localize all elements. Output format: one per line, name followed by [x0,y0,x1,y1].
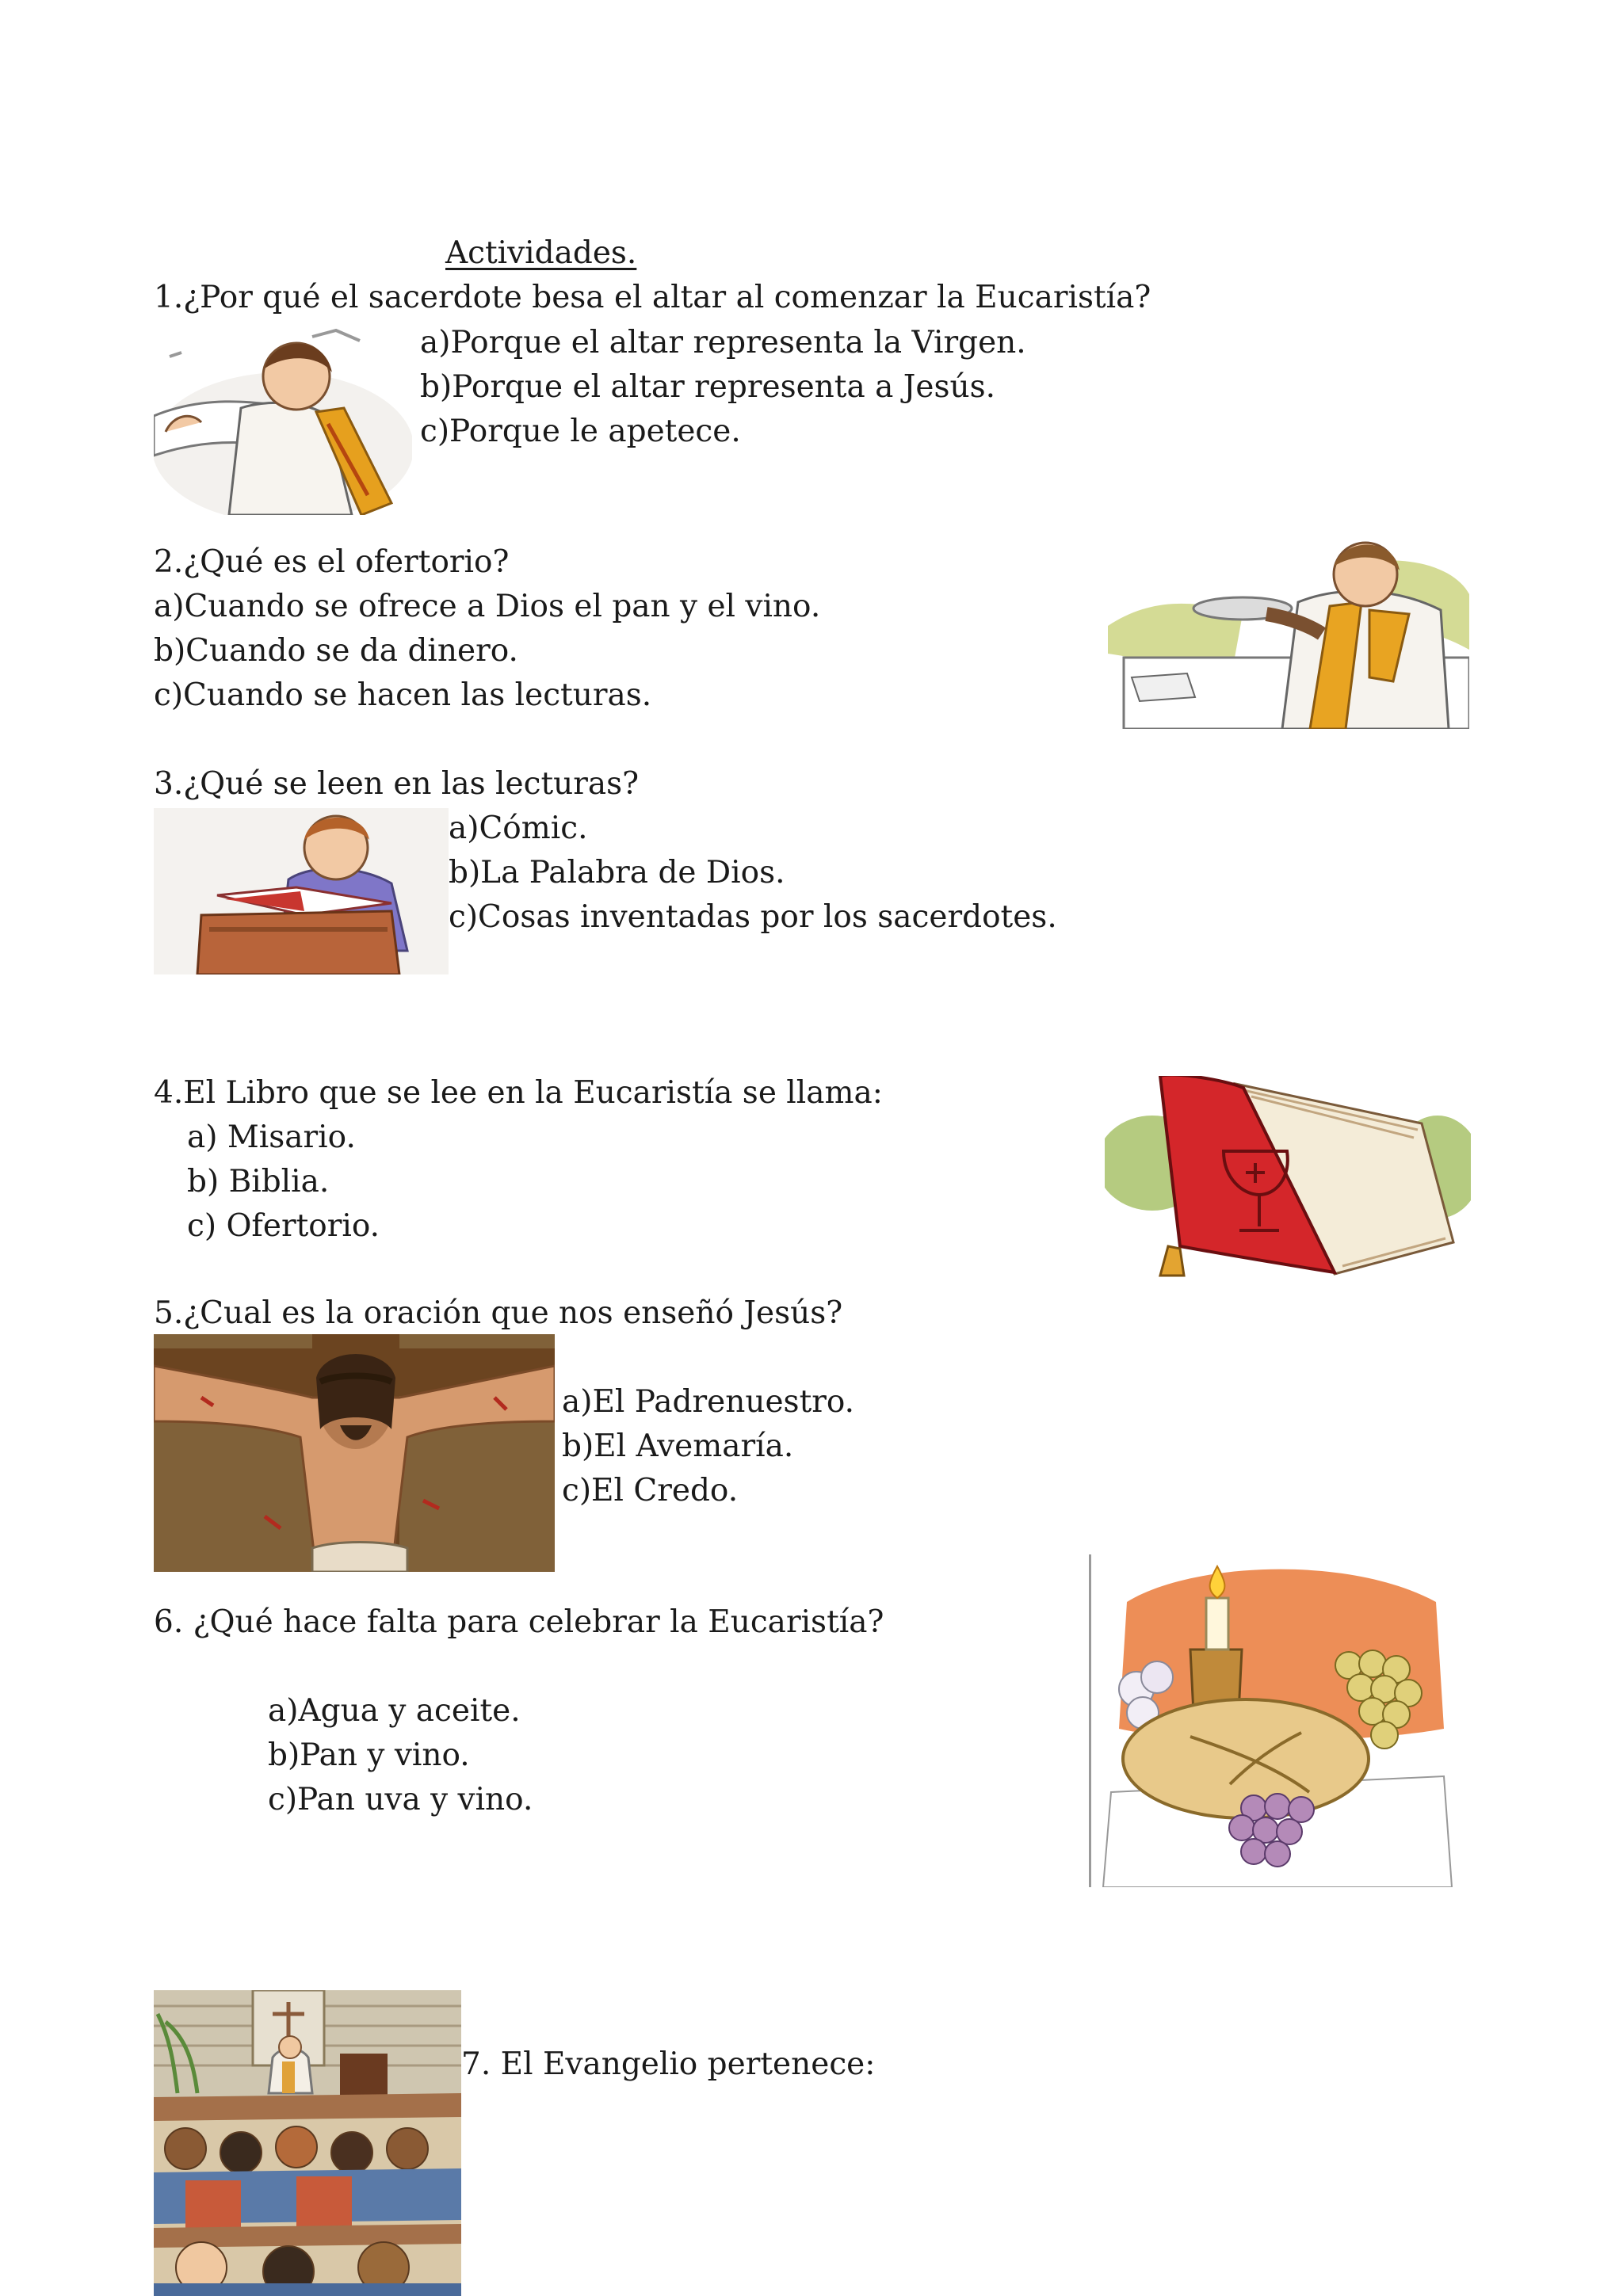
question-3-prompt: 3.¿Qué se leen en las lecturas? [154,766,640,802]
question-2-option-b: b)Cuando se da dinero. [154,633,518,669]
question-5-prompt: 5.¿Cual es la oración que nos enseñó Jesús? [154,1295,843,1331]
question-6-prompt: 6. ¿Qué hace falta para celebrar la Eucaristía? [154,1604,884,1640]
question-3-option-a: a)Cómic. [449,810,588,846]
question-5-option-c: c)El Credo. [562,1473,739,1508]
question-1-prompt: 1.¿Por qué el sacerdote besa el altar al comenzar la Eucaristía? [154,280,1151,315]
bread-grapes-candle-image [1095,1554,1460,1887]
question-4-option-b: b) Biblia. [187,1164,330,1199]
question-1-option-c: c)Porque le apetece. [420,414,741,449]
question-5-option-b: b)El Avemaría. [562,1428,794,1464]
question-2-option-a: a)Cuando se ofrece a Dios el pan y el vino. [154,589,821,624]
image-border-line [1089,1554,1091,1887]
question-1-option-a: a)Porque el altar representa la Virgen. [420,325,1026,360]
child-reading-at-ambo-image [154,808,449,974]
question-3-option-b: b)La Palabra de Dios. [449,855,785,891]
jesus-on-cross-image [154,1334,555,1572]
red-missal-book-image [1105,1076,1471,1280]
question-6-option-c: c)Pan uva y vino. [268,1782,533,1817]
question-7-prompt: 7. El Evangelio pertenece: [461,2046,876,2082]
question-4-option-a: a) Misario. [187,1119,356,1155]
question-2-option-c: c)Cuando se hacen las lecturas. [154,677,652,713]
question-1-option-b: b)Porque el altar representa a Jesús. [420,369,996,405]
question-3-option-c: c)Cosas inventadas por los sacerdotes. [449,899,1057,935]
question-6-option-a: a)Agua y aceite. [268,1693,521,1729]
question-2-prompt: 2.¿Qué es el ofertorio? [154,544,510,580]
page-title: Actividades. [445,235,637,271]
question-6-option-b: b)Pan y vino. [268,1737,470,1773]
question-4-prompt: 4.El Libro que se lee en la Eucaristía se llama: [154,1075,883,1111]
question-4-option-c: c) Ofertorio. [187,1208,380,1244]
church-congregation-image [154,1990,461,2296]
priest-kissing-altar-image [154,321,412,515]
priest-offering-paten-image [1108,539,1469,729]
question-5-option-a: a)El Padrenuestro. [562,1384,855,1420]
